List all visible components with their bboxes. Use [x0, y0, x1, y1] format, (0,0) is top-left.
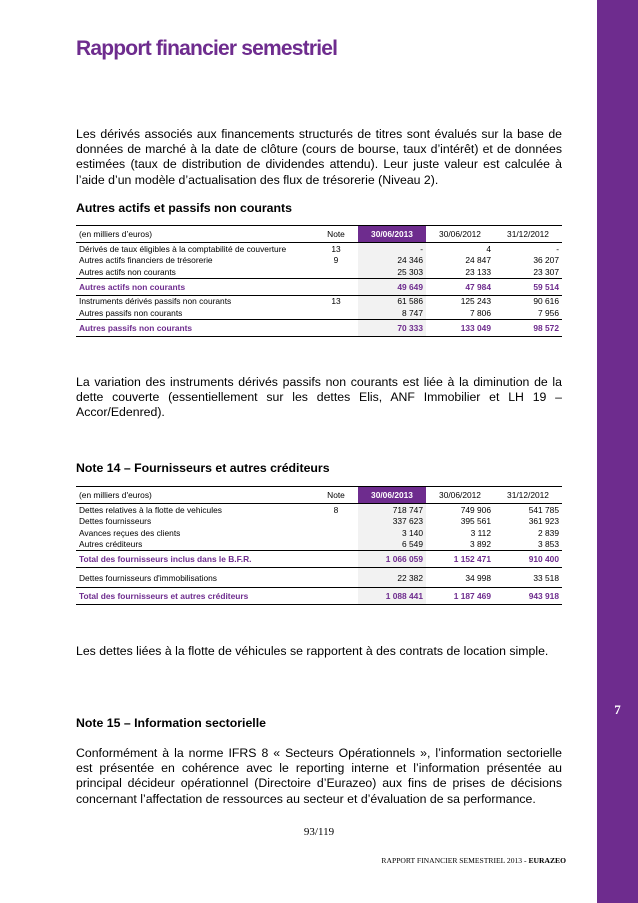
total-value-2012-12: 910 400 [494, 551, 562, 568]
row-note [314, 568, 358, 588]
row-value-2013-06: 61 586 [358, 295, 426, 307]
row-value-2012-06: 4 [426, 243, 494, 255]
row-value-2013-06: 8 747 [358, 307, 426, 319]
row-value-2012-12: 23 307 [533, 266, 559, 277]
page-footer [381, 856, 566, 865]
header-col-31-12-2012: 31/12/2012 [494, 487, 562, 504]
row-value-2013-06: 3 140 [358, 527, 426, 539]
header-col-30-06-2013: 30/06/2013 [358, 226, 426, 243]
row-value-2013-06: 24 346 [358, 255, 426, 267]
row-value-2013-06: 22 382 [358, 568, 426, 588]
total-value-2013-06: 70 333 [358, 319, 426, 336]
paragraph-segment-info: Conformément à la norme IFRS 8 « Secteurs Opérationnels », l’information sectorielle est présentée en cohérence avec le reporting interne et l’information présentée au principal décideur opérationnel (Directoire d’Eurazeo) aux fins de prises de décisions concernant l’affectation de ressources au secteur et d’évaluation de sa performance. [76, 746, 562, 806]
table-row [76, 266, 562, 278]
row-value-2012-12: 361 923 [528, 516, 559, 527]
total-value-2012-06: 133 049 [426, 319, 494, 336]
total-value-2012-12: 98 572 [494, 319, 562, 336]
section3-heading: Note 15 – Information sectorielle [76, 716, 266, 730]
section2-heading: Note 14 – Fournisseurs et autres créditeurs [76, 461, 330, 475]
row-label: Autres actifs non courants [79, 266, 176, 277]
total-label: Autres passifs non courants [76, 319, 314, 336]
header-label: (en milliers d’euros) [76, 226, 314, 243]
row-value-2012-06: 24 847 [465, 255, 491, 266]
table-row [76, 527, 562, 539]
total-label: Autres actifs non courants [76, 278, 314, 295]
row-note: 13 [314, 243, 358, 255]
total-value-2013-06: 49 649 [358, 278, 426, 295]
row-label: Dérivés de taux éligibles à la comptabilité de couverture [76, 243, 314, 255]
row-value-2012-06: 34 998 [465, 572, 491, 583]
row-value-2012-06: 749 906 [426, 504, 494, 516]
row-label: Autres créditeurs [79, 539, 143, 550]
header-col-30-06-2013: 30/06/2013 [358, 487, 426, 504]
table-row [76, 255, 562, 267]
row-value-2012-06: 7 806 [470, 307, 491, 318]
row-note: 13 [331, 296, 341, 307]
table-row [76, 504, 562, 516]
row-note [314, 307, 358, 319]
suppliers-creditors-table [76, 486, 562, 605]
row-value-2013-06: - [358, 243, 426, 255]
header-col-31-12-2012: 31/12/2012 [494, 226, 562, 243]
row-label: Autres passifs non courants [79, 307, 183, 318]
row-value-2012-06: 3 892 [470, 539, 491, 550]
header-col-30-06-2012: 30/06/2012 [426, 226, 494, 243]
row-value-2012-12: 541 785 [494, 504, 562, 516]
table-row [76, 243, 562, 255]
non-current-assets-liabilities-table [76, 225, 562, 337]
row-label: Avances reçues des clients [79, 527, 181, 538]
total-row [76, 278, 562, 295]
table-row [76, 539, 562, 551]
row-label: Instruments dérivés passifs non courants [79, 296, 232, 307]
header-note: Note [314, 226, 358, 243]
total-row [76, 319, 562, 336]
total-value-2012-06: 1 187 469 [426, 588, 494, 605]
row-value-2013-06: 718 747 [358, 504, 426, 516]
total-value-2013-06: 1 066 059 [358, 551, 426, 568]
row-value-2012-06: 125 243 [460, 296, 491, 307]
row-value-2012-12: 90 616 [533, 296, 559, 307]
row-label: Autres actifs financiers de trésorerie [79, 255, 213, 266]
total-value-2012-12: 59 514 [494, 278, 562, 295]
row-value-2012-12: 33 518 [533, 572, 559, 583]
header-label: (en milliers d'euros) [76, 487, 314, 504]
row-note [314, 539, 358, 551]
row-value-2012-12: 3 853 [538, 539, 559, 550]
row-value-2012-06: 23 133 [465, 266, 491, 277]
row-note [314, 516, 358, 528]
row-note [314, 527, 358, 539]
total-row [76, 551, 562, 568]
row-value-2012-06: 3 112 [470, 527, 491, 538]
total-value-2012-06: 1 152 471 [426, 551, 494, 568]
footer-brand: EURAZEO [528, 856, 566, 865]
total-value-2012-06: 47 984 [426, 278, 494, 295]
total-label: Total des fournisseurs inclus dans le B.F.R. [76, 551, 314, 568]
total-label: Total des fournisseurs et autres créditeurs [76, 588, 314, 605]
paragraph-derivatives-variation: La variation des instruments dérivés passifs non courants est liée à la diminution de la dette couverte (essentiellement sur les dettes Elis, ANF Immobilier et LH 19 – Accor/Edenred). [76, 375, 562, 420]
page-number: 93/119 [303, 826, 335, 838]
chapter-number: 7 [614, 702, 621, 717]
table-row [76, 568, 562, 588]
table-row [76, 295, 562, 307]
row-note [314, 266, 358, 278]
table-row [76, 307, 562, 319]
table-header-row [76, 487, 562, 504]
row-value-2013-06: 337 623 [358, 516, 426, 528]
row-label: Dettes fournisseurs [79, 516, 152, 527]
row-value-2012-12: 7 956 [538, 307, 559, 318]
total-value-2013-06: 1 088 441 [358, 588, 426, 605]
page-title: Rapport financier semestriel [76, 37, 338, 60]
row-value-2012-12: 36 207 [533, 255, 559, 266]
row-label: Dettes fournisseurs d'immobilisations [79, 572, 217, 583]
header-col-30-06-2012: 30/06/2012 [426, 487, 494, 504]
header-note: Note [314, 487, 358, 504]
paragraph-fleet-leases: Les dettes liées à la flotte de véhicules se rapportent à des contrats de location simple. [76, 644, 549, 658]
total-value-2012-12: 943 918 [494, 588, 562, 605]
row-value-2012-12: 2 839 [538, 527, 559, 538]
row-note: 8 [314, 504, 358, 516]
row-note: 9 [333, 255, 339, 266]
total-row [76, 588, 562, 605]
row-value-2013-06: 6 549 [358, 539, 426, 551]
chapter-sidebar [597, 0, 638, 903]
table-row [76, 516, 562, 528]
footer-text: RAPPORT FINANCIER SEMESTRIEL 2013 - [381, 856, 529, 865]
section1-heading: Autres actifs et passifs non courants [76, 201, 292, 215]
row-value-2012-06: 395 561 [460, 516, 491, 527]
row-label: Dettes relatives à la flotte de vehicules [76, 504, 314, 516]
table-header-row [76, 226, 562, 243]
row-value-2013-06: 25 303 [358, 266, 426, 278]
row-value-2012-12: - [494, 243, 562, 255]
intro-paragraph: Les dérivés associés aux financements structurés de titres sont évalués sur la base de données de marché à la date de clôture (cours de bourse, taux d’intérêt) et de données estimées (taux de distribution de dividendes attendu). Leur juste valeur est calculée à l’aide d’un modèle d’actualisation des flux de trésorerie (Niveau 2). [76, 127, 562, 187]
